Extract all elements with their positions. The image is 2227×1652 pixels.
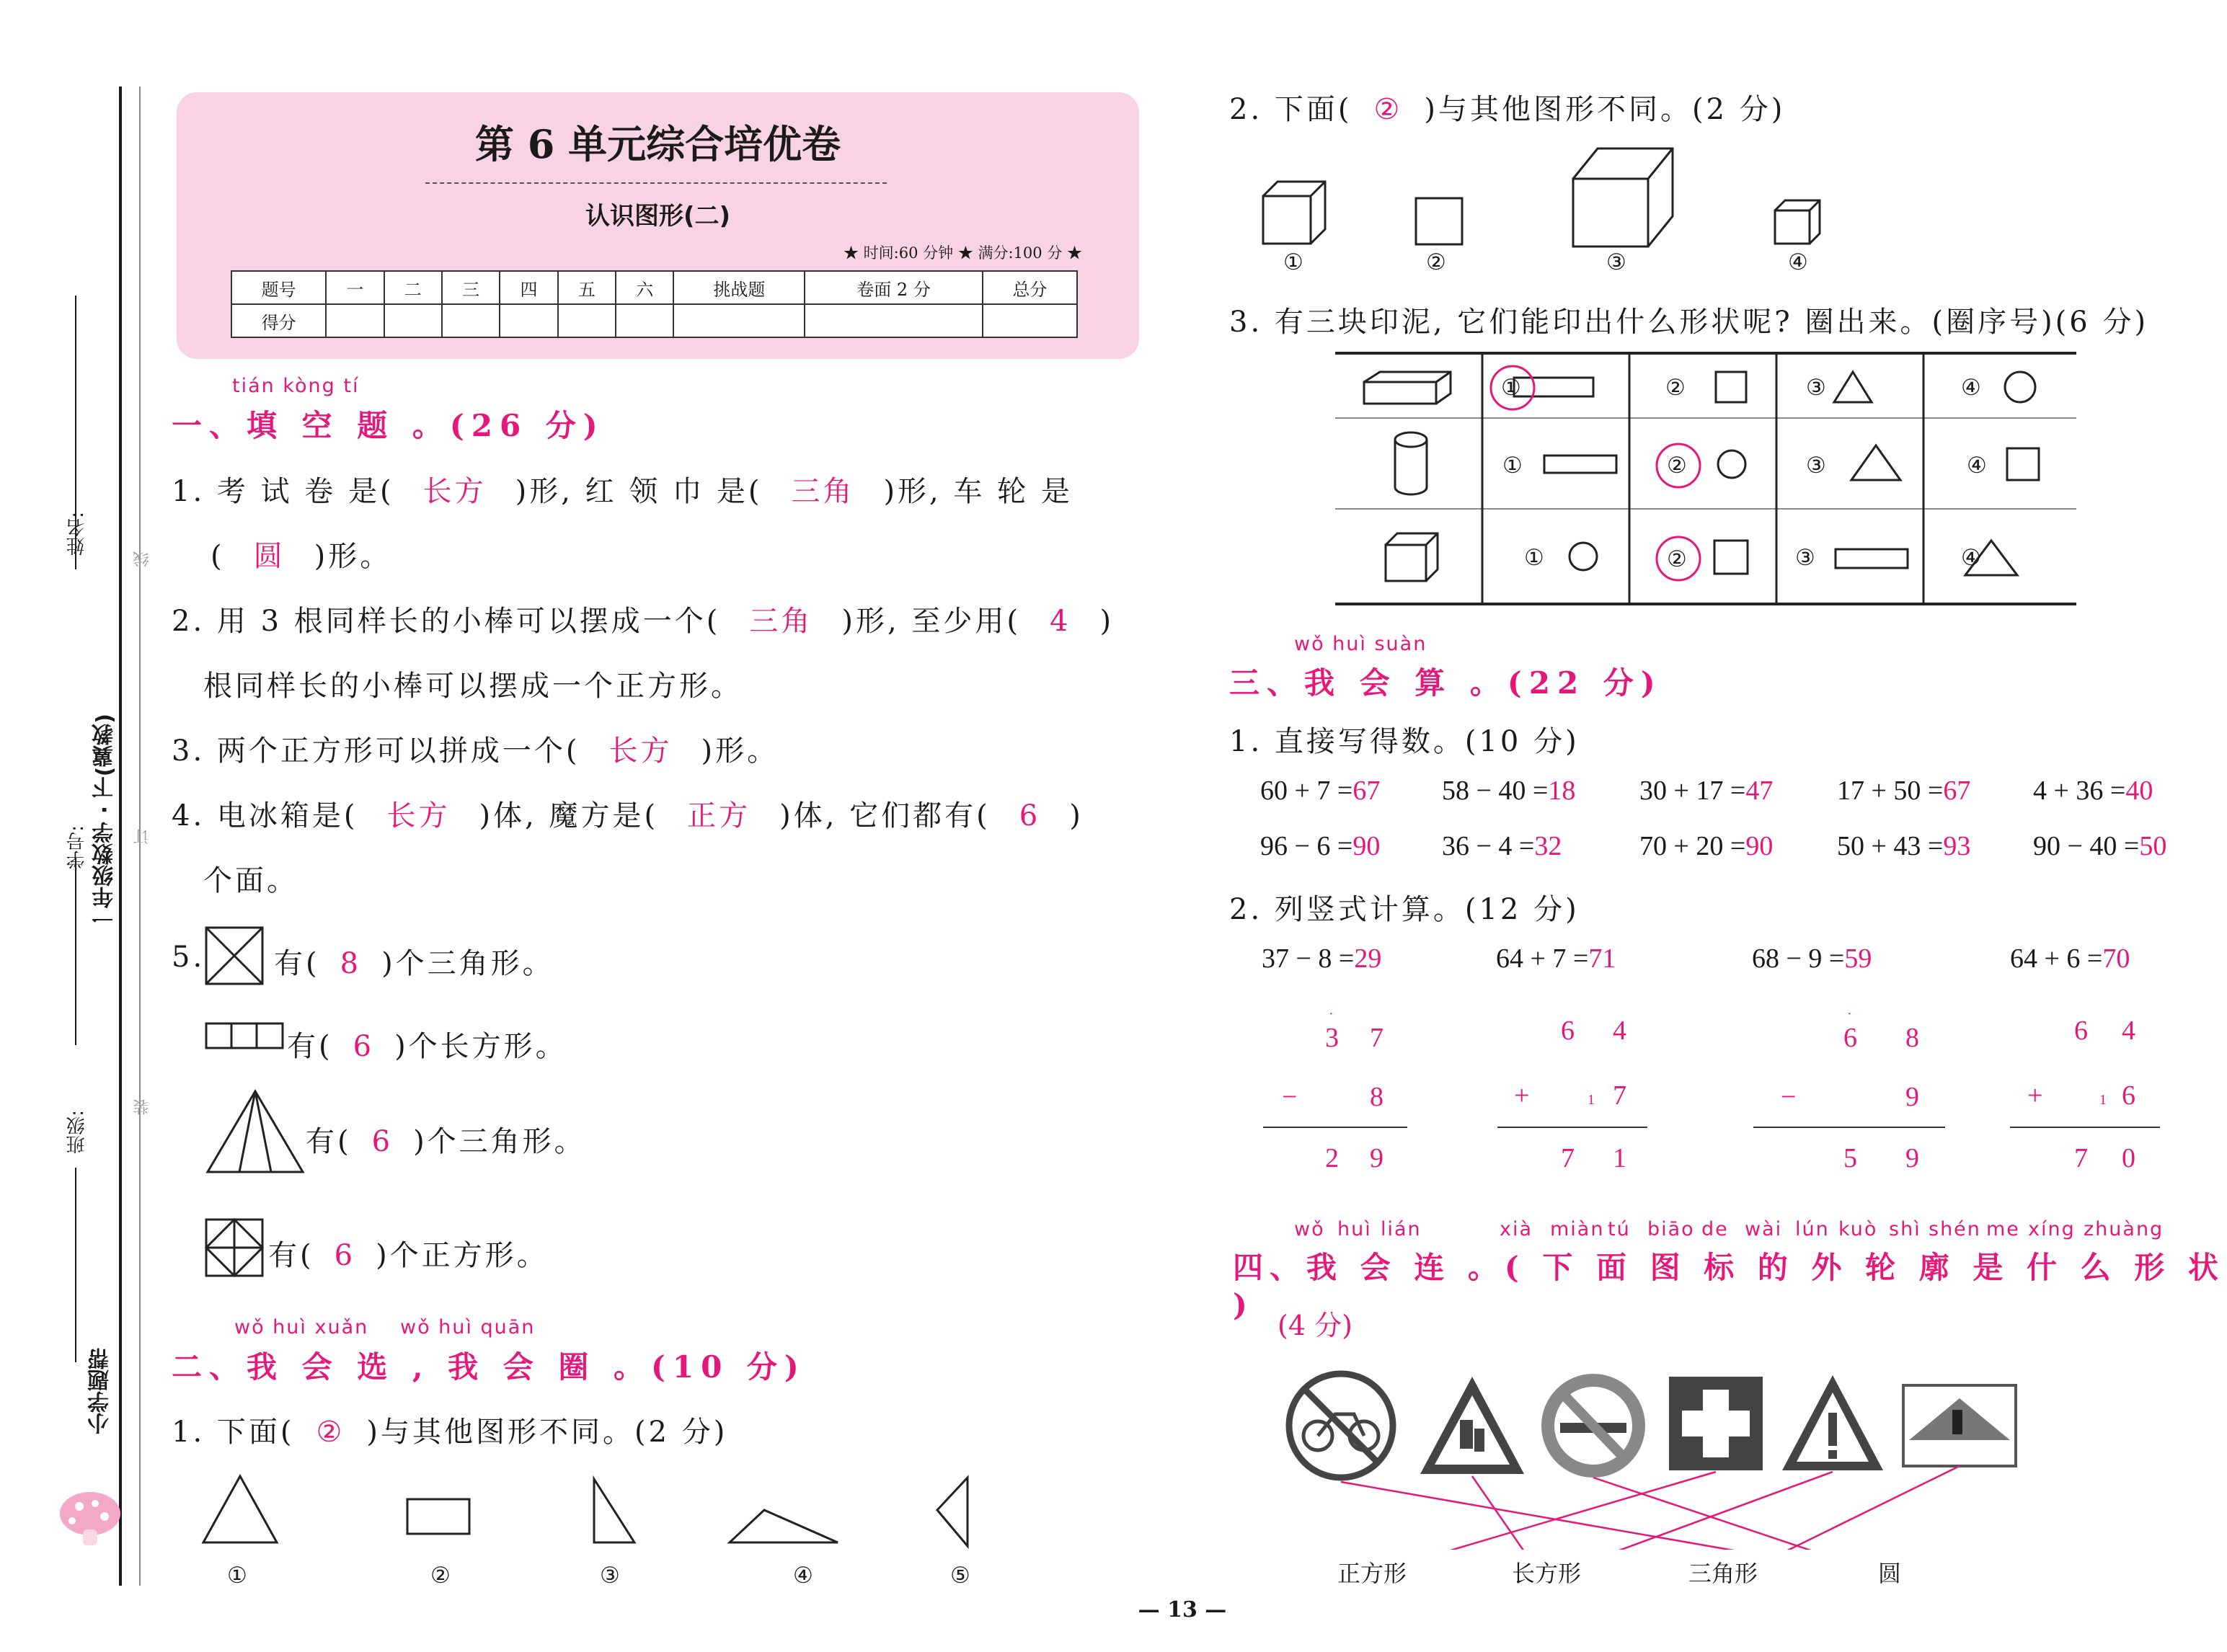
right-triangle-shape: [594, 1479, 634, 1542]
circle-shape: [1718, 450, 1745, 478]
s1-q5a: 有( 8 )个三角形。: [274, 947, 554, 980]
answer-field[interactable]: 50: [2139, 831, 2167, 861]
score-cell[interactable]: [558, 304, 616, 337]
vert-line: [1497, 1127, 1647, 1128]
s1-q1-line2: ( 圆 )形。: [211, 540, 392, 573]
section4-score: (4 分): [1278, 1310, 1352, 1341]
answer-field[interactable]: 长方: [422, 475, 487, 508]
vert-result-digit[interactable]: 9: [1370, 1143, 1383, 1173]
grid-mark[interactable]: ③: [1806, 375, 1826, 401]
vert-top-digit: 6: [1561, 1016, 1575, 1046]
grid-mark[interactable]: ①: [1502, 453, 1523, 479]
s1-q5-num: 5.: [172, 941, 205, 974]
score-cell[interactable]: [673, 304, 805, 337]
square-shape: [1716, 372, 1746, 402]
s1-q3: 3. 两个正方形可以拼成一个( 长方 )形。: [172, 734, 779, 768]
answer-field[interactable]: 8: [340, 947, 362, 980]
answer-field[interactable]: 47: [1745, 776, 1774, 806]
class-label: 班级:: [66, 1110, 88, 1154]
vert-result-digit[interactable]: 0: [2122, 1143, 2135, 1173]
cut-mark-line: 线: [133, 551, 151, 567]
vert-carry: 1: [1588, 1092, 1595, 1108]
answer-field[interactable]: 6: [353, 1030, 375, 1063]
vert-line: [1753, 1127, 1945, 1128]
rectangle-shape: [1514, 378, 1593, 396]
option-label: ⑤: [950, 1563, 970, 1589]
section4-pinyin-row: wǒ huì lián xià miàn tú biāo de wài lún kuò shì shén me xíng zhuàng: [1294, 1218, 2164, 1240]
crosswalk-sign-icon: [1903, 1385, 2016, 1466]
square-shape: [1714, 541, 1748, 574]
answer-field[interactable]: 90: [1745, 831, 1774, 861]
s2-q1: 1. 下面( ② )与其他图形不同。(2 分): [172, 1416, 728, 1449]
vert-top-digit: 4: [1613, 1016, 1626, 1046]
answer-field[interactable]: 长方: [386, 799, 451, 832]
name-label: 姓名:: [66, 512, 88, 556]
cut-mark-zhuang: 装: [133, 1099, 151, 1115]
brand-label: 小学题帮: [88, 1348, 113, 1434]
vert-second: 9: [1905, 1082, 1919, 1112]
page-subtitle: 认识图形(二): [585, 202, 731, 231]
vert-carry: 1: [2099, 1092, 2107, 1108]
calc-item: 90 − 40 =50: [2033, 831, 2167, 861]
s3-q2: 2. 列竖式计算。(12 分): [1229, 893, 1580, 926]
option-label: ①: [227, 1563, 247, 1589]
number-underline: [75, 858, 76, 1045]
s1-q4-line1: 4. 电冰箱是( 长方 )体, 魔方是( 正方 )体, 它们都有( 6 ): [172, 799, 1084, 832]
section2-pinyin-1: wǒ huì xuǎn: [234, 1316, 369, 1338]
answer-field[interactable]: 18: [1548, 776, 1576, 806]
s1-q2-line1: 2. 用 3 根同样长的小棒可以摆成一个( 三角 )形, 至少用( 4 ): [172, 605, 1115, 638]
score-head-9: 总分: [983, 271, 1077, 304]
cut-mark-ding: 订: [133, 829, 151, 845]
class-underline: [75, 1168, 76, 1362]
grid-mark[interactable]: ④: [1967, 453, 1987, 479]
score-cell[interactable]: [500, 304, 557, 337]
square-diagonals-figure: [205, 926, 264, 985]
no-bicycle-sign-icon: [1289, 1374, 1393, 1478]
section3-title: 三、我 会 算 。(22 分): [1229, 665, 1662, 701]
score-head-5: 五: [558, 271, 616, 304]
grade-label: 一年级数学 · 下(冀教): [92, 714, 118, 930]
s1-q5d: 有( 6 )个正方形。: [268, 1239, 549, 1272]
calc-item: 50 + 43 =93: [1837, 831, 1971, 861]
no-smoking-sign-icon: [1541, 1374, 1645, 1478]
caution-sign-icon: [1782, 1375, 1883, 1470]
score-table: [231, 270, 1078, 338]
vert-result-digit[interactable]: 7: [1561, 1143, 1575, 1173]
vert-expr: 64 + 6 =70: [2010, 943, 2130, 974]
s2-q3: 3. 有三块印泥, 它们能印出什么形状呢? 圈出来。(圈序号)(6 分): [1229, 306, 2149, 339]
grid-mark[interactable]: ②: [1667, 546, 1687, 572]
s2-q2: 2. 下面( ② )与其他图形不同。(2 分): [1229, 93, 1786, 126]
answer-field[interactable]: 67: [1352, 776, 1381, 806]
square-grid-figure: [205, 1218, 264, 1277]
calc-item: 58 − 40 =18: [1442, 776, 1576, 806]
answer-field[interactable]: 40: [2125, 776, 2153, 806]
score-cell[interactable]: [983, 304, 1077, 337]
grid-mark[interactable]: ④: [1961, 545, 1981, 571]
rectangle-shape: [407, 1499, 469, 1534]
answer-field[interactable]: 6: [1019, 799, 1041, 832]
grid-mark[interactable]: ③: [1806, 453, 1826, 479]
vert-result-digit[interactable]: 7: [2074, 1143, 2088, 1173]
answer-field[interactable]: 4: [1050, 605, 1071, 638]
triangle-lines-figure: [205, 1088, 306, 1175]
shape-label-circle: 圆: [1878, 1560, 1902, 1587]
sign-row: [1283, 1369, 2026, 1550]
calc-item: 17 + 50 =67: [1837, 776, 1971, 806]
answer-field[interactable]: 90: [1352, 831, 1381, 861]
option-label: ③: [600, 1563, 620, 1589]
s2-q1-shapes: [195, 1470, 1002, 1550]
three-rectangles-figure: [205, 1022, 285, 1051]
vert-result-digit[interactable]: 2: [1325, 1143, 1339, 1173]
cylinder-stamp-icon: [1395, 432, 1427, 494]
calc-item: 60 + 7 =67: [1260, 776, 1381, 806]
section1-pinyin: tián kòng tí: [232, 375, 360, 397]
vert-result-digit[interactable]: 9: [1905, 1143, 1919, 1173]
cuboid-stamp-icon: [1364, 372, 1451, 404]
first-aid-sign-icon: [1669, 1377, 1763, 1470]
cube-stamp-icon: [1386, 533, 1438, 581]
small-cube-shape: [1775, 200, 1820, 244]
vert-operator: −: [1781, 1082, 1797, 1112]
score-head-3: 三: [442, 271, 500, 304]
calc-item: 36 − 4 =32: [1442, 831, 1562, 861]
calc-item: 70 + 20 =90: [1639, 831, 1774, 861]
square-shape: [2007, 448, 2039, 480]
score-head-0: 题号: [231, 271, 326, 304]
s1-q1-line1: 1. 考 试 卷 是( 长方 )形, 红 领 巾 是( 三角 )形, 车 轮 是: [172, 475, 1073, 508]
rectangle-shape: [1544, 456, 1616, 473]
vert-result-digit[interactable]: 5: [1843, 1143, 1857, 1173]
vert-second: 6: [2122, 1080, 2135, 1111]
score-cell[interactable]: [326, 304, 384, 337]
score-head-4: 四: [500, 271, 557, 304]
s1-q5b: 有( 6 )个长方形。: [287, 1030, 567, 1063]
answer-field[interactable]: 6: [371, 1125, 394, 1158]
match-lines: [1341, 1466, 1960, 1550]
vert-top-digit: 3: [1325, 1023, 1339, 1053]
grid-mark[interactable]: ③: [1795, 545, 1815, 571]
s2-q2-cubes: [1254, 144, 1831, 252]
triangle-shape: [1851, 445, 1900, 480]
vert-line: [1263, 1127, 1407, 1128]
rectangle-shape: [1836, 549, 1908, 568]
grid-mark[interactable]: ④: [1961, 375, 1981, 401]
section1-title: 一、填 空 题 。(26 分): [172, 408, 605, 443]
answer-field[interactable]: 93: [1943, 831, 1971, 861]
shape-label-square: 正方形: [1337, 1560, 1407, 1587]
answer-field[interactable]: 圆: [253, 540, 285, 573]
exam-meta: ★ 时间:60 分钟 ★ 满分:100 分 ★: [844, 244, 1083, 262]
score-cell[interactable]: [442, 304, 500, 337]
obtuse-triangle-shape: [730, 1510, 838, 1542]
vert-expr: 68 − 9 =59: [1752, 943, 1872, 974]
grid-mark[interactable]: ②: [1667, 453, 1687, 479]
vert-operator: +: [1514, 1080, 1530, 1111]
option-label: ④: [793, 1563, 813, 1589]
vert-top-digit: 6: [1843, 1023, 1857, 1053]
vert-top-digit: 7: [1370, 1023, 1383, 1053]
shape-label-triangle: 三角形: [1688, 1560, 1758, 1587]
option-label: ④: [1788, 249, 1808, 275]
section2-title: 二、我 会 选 , 我 会 圈 。(10 分): [172, 1349, 806, 1385]
score-head-1: 一: [326, 271, 384, 304]
grid-mark[interactable]: ①: [1524, 545, 1544, 571]
s1-q4-line2: 个面。: [203, 864, 298, 897]
square-shape: [1416, 198, 1462, 244]
section4-title: 四、我 会 连 。( 下 面 图 标 的 外 轮 廓 是 什 么 形 状 ): [1233, 1250, 2225, 1323]
circle-shape: [1569, 543, 1597, 570]
children-warning-sign-icon: [1420, 1377, 1524, 1474]
calc-item: 96 − 6 =90: [1260, 831, 1381, 861]
vert-top-digit: 8: [1905, 1023, 1919, 1053]
circle-shape: [2005, 372, 2035, 402]
title-divider: [425, 182, 887, 184]
vert-second: 8: [1370, 1082, 1383, 1112]
vert-top-digit: 4: [2122, 1016, 2135, 1046]
grid-mark[interactable]: ②: [1665, 375, 1686, 401]
score-head-2: 二: [384, 271, 442, 304]
vert-result-digit[interactable]: 1: [1613, 1143, 1626, 1173]
number-label: 学号:: [66, 825, 88, 869]
s1-q2-line2: 根同样长的小棒可以摆成一个正方形。: [203, 670, 743, 703]
score-cell[interactable]: [805, 304, 982, 337]
score-cell[interactable]: [616, 304, 673, 337]
calc-item: 4 + 36 =40: [2033, 776, 2153, 806]
option-label: ②: [430, 1563, 451, 1589]
answer-field[interactable]: 三角: [791, 475, 855, 508]
score-head-6: 六: [616, 271, 673, 304]
page-number: — 13 —: [1138, 1597, 1227, 1622]
option-label: ③: [1606, 249, 1626, 275]
vert-top-digit: 6: [2074, 1016, 2088, 1046]
triangle-shape: [1834, 372, 1872, 402]
score-row-label: 得分: [231, 304, 326, 337]
calc-item: 30 + 17 =47: [1639, 776, 1774, 806]
score-cell[interactable]: [384, 304, 442, 337]
shape-label-rectangle: 长方形: [1512, 1560, 1582, 1587]
vert-expr: 64 + 7 =71: [1496, 943, 1616, 974]
answer-field[interactable]: ②: [1373, 93, 1403, 126]
answer-field[interactable]: 三角: [749, 605, 813, 638]
answer-field[interactable]: 32: [1534, 831, 1562, 861]
answer-field[interactable]: 67: [1943, 776, 1971, 806]
section2-pinyin-2: wǒ huì quān: [400, 1316, 536, 1338]
mushroom-logo-icon: [50, 1485, 130, 1550]
large-cube-shape: [1573, 148, 1673, 247]
option-label: ①: [1283, 249, 1303, 275]
score-head-7: 挑战题: [673, 271, 805, 304]
vert-expr: 37 − 8 =29: [1262, 943, 1382, 974]
page-title: 第 6 单元综合培优卷: [474, 121, 841, 167]
answer-field[interactable]: 正方: [687, 799, 751, 832]
vert-operator: −: [1282, 1082, 1298, 1112]
left-triangle-shape: [937, 1478, 968, 1546]
option-label: ②: [1426, 249, 1446, 275]
answer-field[interactable]: 长方: [608, 734, 673, 768]
answer-field[interactable]: ②: [316, 1416, 345, 1449]
vert-second: 7: [1613, 1080, 1626, 1111]
cube-shape: [1263, 182, 1325, 244]
vert-line: [2010, 1127, 2160, 1128]
score-head-8: 卷面 2 分: [805, 271, 982, 304]
answer-field[interactable]: 6: [334, 1239, 356, 1272]
s1-q5c: 有( 6 )个三角形。: [306, 1125, 586, 1158]
vert-operator: +: [2027, 1080, 2043, 1111]
section3-pinyin: wǒ huì suàn: [1294, 633, 1427, 655]
grid-mark[interactable]: ①: [1501, 375, 1521, 401]
triangle-shape: [203, 1476, 277, 1542]
s3-q1: 1. 直接写得数。(10 分): [1229, 725, 1580, 758]
